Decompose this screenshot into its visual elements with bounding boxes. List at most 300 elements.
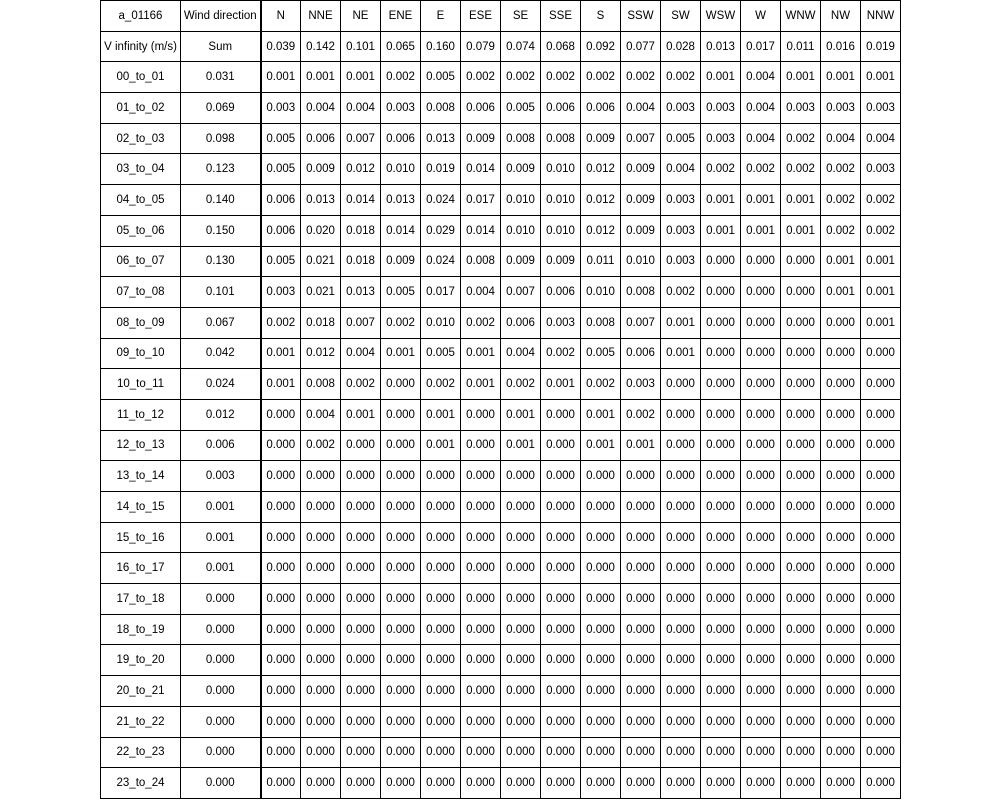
frequency-cell: 0.010 xyxy=(621,246,661,277)
frequency-cell: 0.000 xyxy=(581,461,621,492)
row-sum-cell: 0.000 xyxy=(181,737,261,768)
frequency-cell: 0.003 xyxy=(861,93,901,124)
frequency-cell: 0.001 xyxy=(421,399,461,430)
frequency-cell: 0.000 xyxy=(301,676,341,707)
frequency-cell: 0.000 xyxy=(381,614,421,645)
frequency-cell: 0.000 xyxy=(461,399,501,430)
table-row xyxy=(101,492,901,523)
frequency-cell: 0.004 xyxy=(341,93,381,124)
frequency-cell: 0.000 xyxy=(661,676,701,707)
frequency-cell: 0.000 xyxy=(661,369,701,400)
frequency-cell: 0.000 xyxy=(741,461,781,492)
frequency-cell: 0.004 xyxy=(741,123,781,154)
row-sum-cell: 0.000 xyxy=(181,584,261,615)
frequency-cell: 0.000 xyxy=(701,246,741,277)
wind-direction-header: Wind direction xyxy=(181,1,261,32)
frequency-cell: 0.000 xyxy=(541,553,581,584)
frequency-cell: 0.000 xyxy=(861,553,901,584)
frequency-cell: 0.009 xyxy=(501,246,541,277)
sum-row xyxy=(101,31,901,62)
frequency-cell: 0.000 xyxy=(701,645,741,676)
frequency-cell: 0.001 xyxy=(701,215,741,246)
frequency-cell: 0.002 xyxy=(501,62,541,93)
frequency-cell: 0.021 xyxy=(301,246,341,277)
frequency-cell: 0.001 xyxy=(621,430,661,461)
direction-sum-cell: 0.016 xyxy=(821,31,861,62)
frequency-cell: 0.000 xyxy=(861,430,901,461)
frequency-cell: 0.000 xyxy=(781,277,821,308)
frequency-cell: 0.000 xyxy=(381,369,421,400)
frequency-cell: 0.007 xyxy=(621,123,661,154)
frequency-cell: 0.000 xyxy=(781,461,821,492)
frequency-cell: 0.019 xyxy=(421,154,461,185)
frequency-cell: 0.002 xyxy=(461,307,501,338)
frequency-cell: 0.002 xyxy=(661,62,701,93)
frequency-cell: 0.005 xyxy=(261,246,301,277)
table-row xyxy=(101,93,901,124)
frequency-cell: 0.000 xyxy=(381,768,421,799)
frequency-cell: 0.003 xyxy=(661,215,701,246)
frequency-cell: 0.007 xyxy=(341,307,381,338)
frequency-cell: 0.002 xyxy=(461,62,501,93)
direction-sum-cell: 0.013 xyxy=(701,31,741,62)
frequency-cell: 0.008 xyxy=(301,369,341,400)
frequency-cell: 0.000 xyxy=(261,399,301,430)
frequency-cell: 0.008 xyxy=(421,93,461,124)
frequency-cell: 0.000 xyxy=(741,553,781,584)
table-row xyxy=(101,399,901,430)
frequency-cell: 0.003 xyxy=(381,93,421,124)
frequency-cell: 0.000 xyxy=(341,492,381,523)
table-row xyxy=(101,154,901,185)
frequency-cell: 0.000 xyxy=(741,706,781,737)
frequency-cell: 0.000 xyxy=(821,768,861,799)
frequency-cell: 0.000 xyxy=(781,614,821,645)
frequency-cell: 0.000 xyxy=(581,584,621,615)
frequency-cell: 0.000 xyxy=(861,492,901,523)
frequency-cell: 0.000 xyxy=(421,553,461,584)
frequency-cell: 0.000 xyxy=(661,430,701,461)
table-row xyxy=(101,215,901,246)
row-sum-cell: 0.000 xyxy=(181,706,261,737)
frequency-cell: 0.000 xyxy=(341,461,381,492)
frequency-cell: 0.000 xyxy=(821,369,861,400)
frequency-cell: 0.003 xyxy=(701,93,741,124)
frequency-cell: 0.000 xyxy=(821,338,861,369)
frequency-cell: 0.014 xyxy=(341,185,381,216)
frequency-cell: 0.000 xyxy=(701,676,741,707)
frequency-cell: 0.000 xyxy=(501,461,541,492)
frequency-cell: 0.000 xyxy=(461,645,501,676)
frequency-cell: 0.000 xyxy=(821,461,861,492)
direction-sum-cell: 0.160 xyxy=(421,31,461,62)
frequency-cell: 0.005 xyxy=(261,154,301,185)
frequency-cell: 0.000 xyxy=(661,645,701,676)
speed-bin-label: 04_to_05 xyxy=(101,185,181,216)
frequency-cell: 0.004 xyxy=(301,399,341,430)
frequency-cell: 0.000 xyxy=(501,768,541,799)
speed-bin-label: 15_to_16 xyxy=(101,522,181,553)
frequency-cell: 0.009 xyxy=(461,123,501,154)
frequency-cell: 0.012 xyxy=(581,215,621,246)
frequency-cell: 0.000 xyxy=(781,246,821,277)
speed-bin-label: 00_to_01 xyxy=(101,62,181,93)
direction-sum-cell: 0.039 xyxy=(261,31,301,62)
frequency-cell: 0.010 xyxy=(541,154,581,185)
frequency-cell: 0.010 xyxy=(501,185,541,216)
frequency-cell: 0.000 xyxy=(661,522,701,553)
sum-header: Sum xyxy=(181,31,261,62)
frequency-cell: 0.004 xyxy=(861,123,901,154)
frequency-cell: 0.004 xyxy=(661,154,701,185)
frequency-cell: 0.006 xyxy=(381,123,421,154)
frequency-cell: 0.000 xyxy=(781,338,821,369)
frequency-cell: 0.000 xyxy=(581,768,621,799)
frequency-cell: 0.000 xyxy=(501,492,541,523)
frequency-cell: 0.004 xyxy=(621,93,661,124)
frequency-cell: 0.002 xyxy=(781,123,821,154)
frequency-cell: 0.000 xyxy=(661,768,701,799)
frequency-cell: 0.000 xyxy=(741,399,781,430)
frequency-cell: 0.003 xyxy=(861,154,901,185)
frequency-cell: 0.000 xyxy=(741,369,781,400)
frequency-cell: 0.000 xyxy=(381,584,421,615)
direction-sum-cell: 0.065 xyxy=(381,31,421,62)
frequency-cell: 0.017 xyxy=(421,277,461,308)
frequency-cell: 0.004 xyxy=(301,93,341,124)
frequency-cell: 0.000 xyxy=(341,737,381,768)
frequency-cell: 0.000 xyxy=(821,553,861,584)
frequency-cell: 0.000 xyxy=(461,676,501,707)
frequency-cell: 0.000 xyxy=(341,430,381,461)
frequency-cell: 0.000 xyxy=(661,706,701,737)
frequency-cell: 0.000 xyxy=(301,492,341,523)
frequency-cell: 0.008 xyxy=(581,307,621,338)
frequency-cell: 0.001 xyxy=(301,62,341,93)
frequency-cell: 0.000 xyxy=(701,614,741,645)
frequency-cell: 0.000 xyxy=(821,584,861,615)
frequency-cell: 0.007 xyxy=(341,123,381,154)
frequency-cell: 0.000 xyxy=(501,584,541,615)
frequency-cell: 0.000 xyxy=(821,399,861,430)
frequency-cell: 0.000 xyxy=(341,553,381,584)
frequency-cell: 0.000 xyxy=(741,277,781,308)
frequency-cell: 0.000 xyxy=(741,246,781,277)
frequency-cell: 0.000 xyxy=(781,553,821,584)
frequency-cell: 0.004 xyxy=(741,93,781,124)
frequency-cell: 0.000 xyxy=(661,553,701,584)
frequency-cell: 0.000 xyxy=(261,492,301,523)
frequency-cell: 0.000 xyxy=(261,522,301,553)
frequency-cell: 0.000 xyxy=(421,492,461,523)
table-row xyxy=(101,737,901,768)
frequency-cell: 0.000 xyxy=(861,461,901,492)
frequency-cell: 0.002 xyxy=(621,62,661,93)
frequency-cell: 0.002 xyxy=(501,369,541,400)
frequency-cell: 0.010 xyxy=(581,277,621,308)
wind-frequency-table xyxy=(100,0,901,799)
frequency-cell: 0.001 xyxy=(381,338,421,369)
frequency-cell: 0.003 xyxy=(661,93,701,124)
table-row xyxy=(101,307,901,338)
frequency-cell: 0.000 xyxy=(781,768,821,799)
direction-sum-cell: 0.074 xyxy=(501,31,541,62)
frequency-cell: 0.000 xyxy=(261,768,301,799)
frequency-cell: 0.008 xyxy=(541,123,581,154)
speed-bin-label: 13_to_14 xyxy=(101,461,181,492)
frequency-cell: 0.000 xyxy=(861,584,901,615)
frequency-cell: 0.001 xyxy=(421,430,461,461)
frequency-cell: 0.001 xyxy=(701,185,741,216)
frequency-cell: 0.000 xyxy=(701,553,741,584)
frequency-cell: 0.006 xyxy=(301,123,341,154)
frequency-cell: 0.002 xyxy=(821,185,861,216)
frequency-cell: 0.001 xyxy=(861,62,901,93)
frequency-cell: 0.000 xyxy=(701,461,741,492)
frequency-cell: 0.000 xyxy=(741,645,781,676)
row-sum-cell: 0.140 xyxy=(181,185,261,216)
frequency-cell: 0.003 xyxy=(821,93,861,124)
frequency-cell: 0.000 xyxy=(741,338,781,369)
frequency-cell: 0.000 xyxy=(301,461,341,492)
frequency-cell: 0.000 xyxy=(741,307,781,338)
speed-bin-label: 03_to_04 xyxy=(101,154,181,185)
frequency-cell: 0.000 xyxy=(301,768,341,799)
frequency-cell: 0.000 xyxy=(421,645,461,676)
frequency-cell: 0.013 xyxy=(381,185,421,216)
frequency-cell: 0.000 xyxy=(541,461,581,492)
direction-sum-cell: 0.079 xyxy=(461,31,501,62)
table-row xyxy=(101,430,901,461)
direction-header: NNE xyxy=(301,1,341,32)
frequency-cell: 0.000 xyxy=(421,706,461,737)
row-sum-cell: 0.031 xyxy=(181,62,261,93)
row-sum-cell: 0.000 xyxy=(181,768,261,799)
frequency-cell: 0.000 xyxy=(821,307,861,338)
frequency-cell: 0.012 xyxy=(301,338,341,369)
frequency-cell: 0.000 xyxy=(781,399,821,430)
frequency-cell: 0.001 xyxy=(781,185,821,216)
frequency-cell: 0.000 xyxy=(261,676,301,707)
frequency-cell: 0.000 xyxy=(301,645,341,676)
frequency-cell: 0.000 xyxy=(541,645,581,676)
frequency-cell: 0.000 xyxy=(421,737,461,768)
frequency-cell: 0.000 xyxy=(781,307,821,338)
frequency-cell: 0.000 xyxy=(581,522,621,553)
frequency-cell: 0.000 xyxy=(621,584,661,615)
frequency-cell: 0.000 xyxy=(461,768,501,799)
speed-bin-label: 05_to_06 xyxy=(101,215,181,246)
frequency-cell: 0.000 xyxy=(821,430,861,461)
frequency-cell: 0.000 xyxy=(261,614,301,645)
frequency-cell: 0.000 xyxy=(501,676,541,707)
frequency-cell: 0.000 xyxy=(821,522,861,553)
row-sum-cell: 0.006 xyxy=(181,430,261,461)
frequency-cell: 0.000 xyxy=(701,584,741,615)
frequency-cell: 0.010 xyxy=(541,215,581,246)
frequency-cell: 0.000 xyxy=(421,768,461,799)
frequency-cell: 0.029 xyxy=(421,215,461,246)
frequency-cell: 0.000 xyxy=(501,522,541,553)
frequency-cell: 0.000 xyxy=(341,706,381,737)
table-row xyxy=(101,338,901,369)
frequency-cell: 0.013 xyxy=(341,277,381,308)
direction-header: E xyxy=(421,1,461,32)
frequency-cell: 0.000 xyxy=(621,676,661,707)
frequency-cell: 0.013 xyxy=(421,123,461,154)
frequency-cell: 0.001 xyxy=(821,246,861,277)
frequency-cell: 0.005 xyxy=(381,277,421,308)
frequency-cell: 0.000 xyxy=(261,461,301,492)
frequency-cell: 0.002 xyxy=(661,277,701,308)
frequency-cell: 0.000 xyxy=(261,737,301,768)
table-row xyxy=(101,584,901,615)
frequency-cell: 0.000 xyxy=(661,737,701,768)
frequency-cell: 0.000 xyxy=(461,553,501,584)
frequency-cell: 0.002 xyxy=(781,154,821,185)
speed-bin-label: 21_to_22 xyxy=(101,706,181,737)
frequency-cell: 0.021 xyxy=(301,277,341,308)
frequency-cell: 0.000 xyxy=(621,614,661,645)
frequency-cell: 0.000 xyxy=(861,676,901,707)
frequency-cell: 0.002 xyxy=(381,307,421,338)
frequency-cell: 0.000 xyxy=(701,706,741,737)
frequency-cell: 0.001 xyxy=(781,215,821,246)
frequency-cell: 0.000 xyxy=(381,553,421,584)
frequency-cell: 0.009 xyxy=(621,154,661,185)
direction-header: SE xyxy=(501,1,541,32)
frequency-cell: 0.002 xyxy=(741,154,781,185)
row-sum-cell: 0.098 xyxy=(181,123,261,154)
row-sum-cell: 0.042 xyxy=(181,338,261,369)
frequency-cell: 0.006 xyxy=(501,307,541,338)
frequency-cell: 0.014 xyxy=(381,215,421,246)
frequency-cell: 0.001 xyxy=(861,246,901,277)
frequency-cell: 0.000 xyxy=(381,676,421,707)
frequency-cell: 0.000 xyxy=(861,737,901,768)
frequency-cell: 0.000 xyxy=(541,768,581,799)
frequency-cell: 0.000 xyxy=(621,768,661,799)
frequency-cell: 0.006 xyxy=(261,215,301,246)
frequency-cell: 0.003 xyxy=(661,185,701,216)
frequency-cell: 0.000 xyxy=(541,584,581,615)
frequency-cell: 0.002 xyxy=(581,62,621,93)
frequency-cell: 0.000 xyxy=(741,584,781,615)
frequency-cell: 0.000 xyxy=(301,522,341,553)
speed-bin-label: 17_to_18 xyxy=(101,584,181,615)
frequency-cell: 0.000 xyxy=(621,461,661,492)
frequency-cell: 0.001 xyxy=(341,399,381,430)
frequency-cell: 0.000 xyxy=(421,522,461,553)
frequency-cell: 0.000 xyxy=(581,614,621,645)
frequency-cell: 0.000 xyxy=(781,676,821,707)
frequency-cell: 0.000 xyxy=(821,614,861,645)
frequency-cell: 0.010 xyxy=(541,185,581,216)
frequency-cell: 0.010 xyxy=(501,215,541,246)
table-row xyxy=(101,461,901,492)
frequency-cell: 0.007 xyxy=(621,307,661,338)
frequency-cell: 0.000 xyxy=(781,522,821,553)
frequency-cell: 0.000 xyxy=(661,492,701,523)
frequency-cell: 0.000 xyxy=(621,492,661,523)
frequency-cell: 0.005 xyxy=(421,62,461,93)
frequency-cell: 0.006 xyxy=(541,277,581,308)
frequency-cell: 0.000 xyxy=(541,399,581,430)
speed-bin-label: 10_to_11 xyxy=(101,369,181,400)
speed-bin-label: 07_to_08 xyxy=(101,277,181,308)
direction-sum-cell: 0.101 xyxy=(341,31,381,62)
frequency-cell: 0.009 xyxy=(581,123,621,154)
frequency-cell: 0.000 xyxy=(461,430,501,461)
row-sum-cell: 0.069 xyxy=(181,93,261,124)
frequency-cell: 0.002 xyxy=(701,154,741,185)
frequency-cell: 0.000 xyxy=(541,737,581,768)
frequency-cell: 0.000 xyxy=(741,768,781,799)
frequency-cell: 0.006 xyxy=(461,93,501,124)
direction-header: N xyxy=(261,1,301,32)
frequency-cell: 0.020 xyxy=(301,215,341,246)
direction-header: ESE xyxy=(461,1,501,32)
frequency-cell: 0.003 xyxy=(621,369,661,400)
frequency-cell: 0.002 xyxy=(621,399,661,430)
frequency-cell: 0.000 xyxy=(541,614,581,645)
speed-bin-label: 01_to_02 xyxy=(101,93,181,124)
frequency-cell: 0.000 xyxy=(301,614,341,645)
direction-header: S xyxy=(581,1,621,32)
frequency-cell: 0.008 xyxy=(461,246,501,277)
frequency-cell: 0.000 xyxy=(461,706,501,737)
speed-bin-label: 23_to_24 xyxy=(101,768,181,799)
row-sum-cell: 0.067 xyxy=(181,307,261,338)
frequency-cell: 0.003 xyxy=(541,307,581,338)
table-row xyxy=(101,768,901,799)
frequency-cell: 0.000 xyxy=(381,399,421,430)
frequency-cell: 0.000 xyxy=(381,737,421,768)
direction-header: SSE xyxy=(541,1,581,32)
frequency-cell: 0.000 xyxy=(261,584,301,615)
frequency-cell: 0.003 xyxy=(661,246,701,277)
frequency-cell: 0.002 xyxy=(261,307,301,338)
row-sum-cell: 0.123 xyxy=(181,154,261,185)
frequency-cell: 0.010 xyxy=(421,307,461,338)
speed-bin-label: 16_to_17 xyxy=(101,553,181,584)
frequency-cell: 0.000 xyxy=(861,706,901,737)
table-row xyxy=(101,614,901,645)
direction-header: W xyxy=(741,1,781,32)
frequency-cell: 0.000 xyxy=(461,584,501,615)
frequency-cell: 0.002 xyxy=(381,62,421,93)
frequency-cell: 0.008 xyxy=(501,123,541,154)
direction-sum-cell: 0.077 xyxy=(621,31,661,62)
row-sum-cell: 0.130 xyxy=(181,246,261,277)
row-sum-cell: 0.001 xyxy=(181,553,261,584)
direction-header: NW xyxy=(821,1,861,32)
frequency-cell: 0.000 xyxy=(661,584,701,615)
frequency-cell: 0.000 xyxy=(701,399,741,430)
frequency-cell: 0.000 xyxy=(541,676,581,707)
direction-header: NE xyxy=(341,1,381,32)
frequency-cell: 0.000 xyxy=(701,338,741,369)
frequency-cell: 0.000 xyxy=(381,645,421,676)
direction-sum-cell: 0.068 xyxy=(541,31,581,62)
frequency-cell: 0.000 xyxy=(461,737,501,768)
frequency-cell: 0.002 xyxy=(821,215,861,246)
frequency-cell: 0.000 xyxy=(381,430,421,461)
corner-label: a_01166 xyxy=(101,1,181,32)
frequency-cell: 0.001 xyxy=(261,369,301,400)
frequency-cell: 0.001 xyxy=(661,338,701,369)
speed-bin-label: 22_to_23 xyxy=(101,737,181,768)
